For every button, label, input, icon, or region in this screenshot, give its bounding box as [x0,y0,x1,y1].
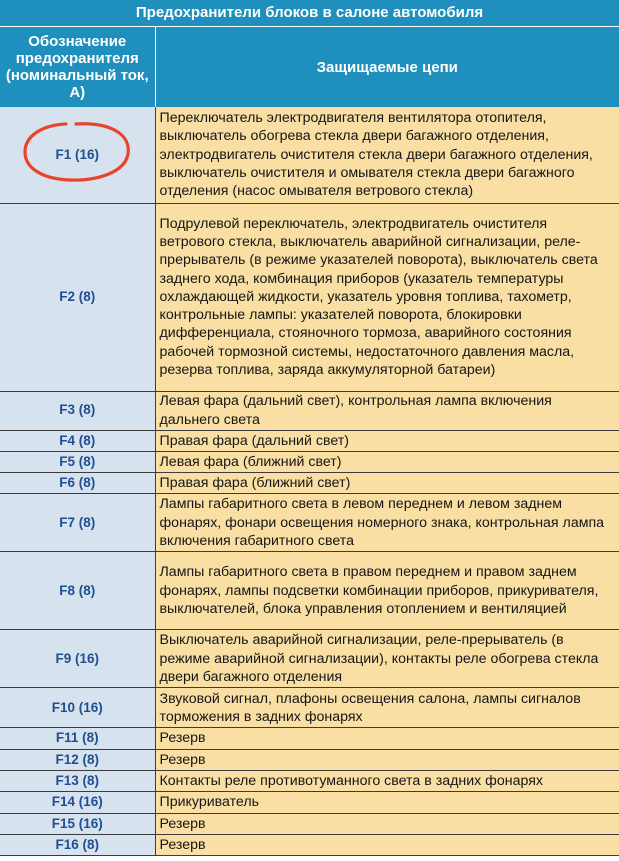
table-row [0,792,619,813]
header-fuse-designation: Обозначение предохранителя (номинальный ток, А) [0,27,155,107]
circuits-cell: Лампы габаритного света в левом переднем и левом заднем фонарях, фонари освещения номерного знака, контрольная лампа включения габаритного света [155,494,619,552]
table-row [0,494,619,552]
fuse-cell: F10 (16) [0,688,155,728]
circuits-cell: Левая фара (ближний свет) [155,451,619,472]
fuse-cell: F14 (16) [0,792,155,813]
circuits-cell: Резерв [155,749,619,770]
table-row [0,834,619,855]
header-protected-circuits: Защищаемые цепи [155,27,619,107]
circuits-cell: Переключатель электродвигателя вентилятора отопителя, выключатель обогрева стекла двери багажного отделения, электродвигатель очистителя стекла двери багажного отделения, выключатель очистителя и омывателя стекла двери багажного отделения (насос омывателя ветрового стекла) [155,107,619,203]
fuse-cell: F16 (8) [0,834,155,855]
circuits-cell: Резерв [155,728,619,749]
fuse-cell: F12 (8) [0,749,155,770]
table-row [0,107,619,203]
fuse-cell: F11 (8) [0,728,155,749]
circuits-cell: Резерв [155,834,619,855]
fuse-cell: F2 (8) [0,203,155,391]
table-row [0,473,619,494]
fuse-cell: F13 (8) [0,770,155,791]
fuse-cell: F5 (8) [0,451,155,472]
table-row [0,430,619,451]
table-header-row [0,27,619,107]
table-row [0,552,619,630]
fuse-cell: F6 (8) [0,473,155,494]
table-row [0,770,619,791]
circuits-cell: Правая фара (ближний свет) [155,473,619,494]
table-title: Предохранители блоков в салоне автомобиля [0,0,619,27]
table-row [0,203,619,391]
circuits-cell: Резерв [155,813,619,834]
circuits-cell: Выключатель аварийной сигнализации, реле-прерыватель (в режиме аварийной сигнализации), контакты реле обогрева стекла двери багажного отделения [155,630,619,688]
fuse-cell: F4 (8) [0,430,155,451]
table-row [0,688,619,728]
fuse-cell: F9 (16) [0,630,155,688]
circuits-cell: Звуковой сигнал, плафоны освещения салона, лампы сигналов торможения в задних фонарях [155,688,619,728]
fuse-cell: F3 (8) [0,391,155,430]
table-row [0,630,619,688]
circuits-cell: Подрулевой переключатель, электродвигатель очистителя ветрового стекла, выключатель аварийной сигнализации, реле-прерыватель (в режиме указателей поворота), выключатель света заднего хода, комбинация приборов (указатель температуры охлаждающей жидкости, указатель уровня топлива, тахометр, контрольные лампы: указателей поворота, блокировки дифференциала, стояночного тормоза, аварийного состояния рабочей тормозной системы, недостаточного давления масла, резерва топлива, заряда аккумуляторной батареи) [155,203,619,391]
circuits-cell: Правая фара (дальний свет) [155,430,619,451]
fuse-cell: F7 (8) [0,494,155,552]
circuits-cell: Прикуриватель [155,792,619,813]
fuse-table [0,27,619,856]
table-row [0,451,619,472]
fuse-cell: F8 (8) [0,552,155,630]
fuse-cell: F15 (16) [0,813,155,834]
circuits-cell: Контакты реле противотуманного света в задних фонарях [155,770,619,791]
table-row [0,749,619,770]
table-row [0,391,619,430]
table-row [0,728,619,749]
fuse-cell: F1 (16) [0,107,155,203]
table-row [0,813,619,834]
circuits-cell: Левая фара (дальний свет), контрольная лампа включения дальнего света [155,391,619,430]
circuits-cell: Лампы габаритного света в правом переднем и правом заднем фонарях, лампы подсветки комбинации приборов, прикуривателя, выключателей, блока управления отоплением и вентиляцией [155,552,619,630]
